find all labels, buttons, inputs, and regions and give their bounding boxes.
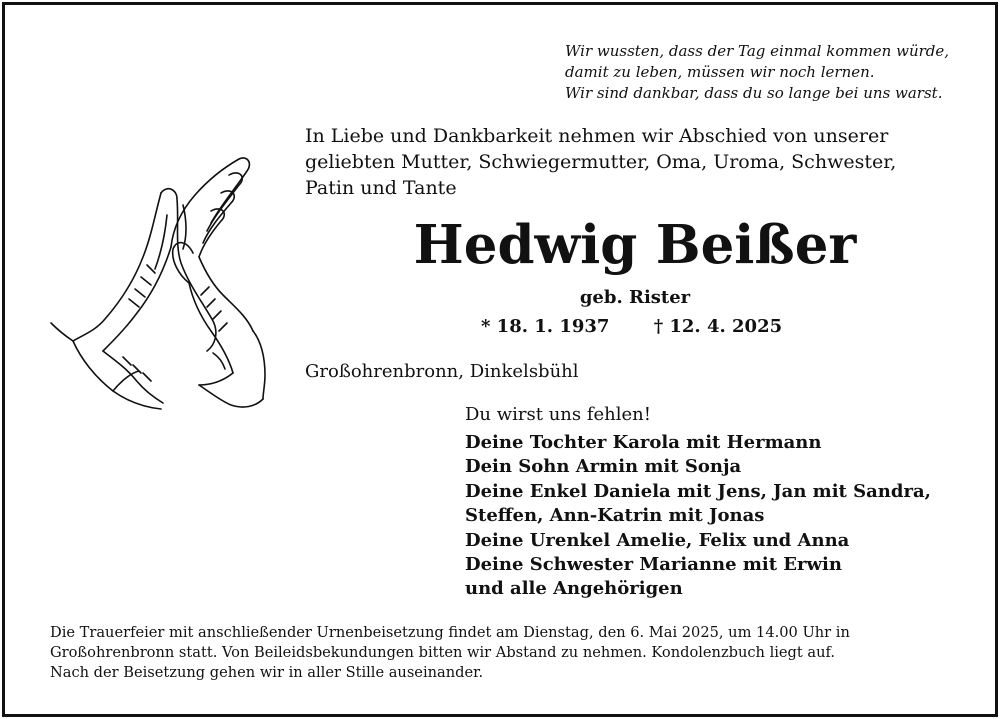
death-date: † 12. 4. 2025 xyxy=(653,316,783,337)
footer-line: Die Trauerfeier mit anschließender Urnenbeisetzung findet am Dienstag, den 6. Mai 2025, um 14.00 Uhr in xyxy=(50,624,850,641)
mourner-line: Deine Urenkel Amelie, Felix und Anna xyxy=(465,529,850,551)
quote-line: Wir sind dankbar, dass du so lange bei uns warst. xyxy=(565,84,943,102)
birth-date: * 18. 1. 1937 xyxy=(481,316,610,337)
maiden-name: geb. Rister xyxy=(579,287,691,308)
mourner-line: Deine Tochter Karola mit Hermann xyxy=(465,432,822,453)
obituary-notice xyxy=(2,2,998,717)
mourner-line: Steffen, Ann-Katrin mit Jonas xyxy=(465,505,765,527)
intro-line: Patin und Tante xyxy=(305,177,457,199)
mourners-list xyxy=(465,431,985,602)
deceased-name: Hedwig Beißer xyxy=(413,214,857,276)
intro-line: geliebten Mutter, Schwiegermutter, Oma, Uroma, Schwester, xyxy=(305,151,897,173)
footer-line: Großohrenbronn statt. Von Beileidsbekundungen bitten wir Abstand zu nehmen. Kondolenzbuch liegt auf. xyxy=(50,644,836,661)
intro-text xyxy=(305,123,965,201)
mourner-line: und alle Angehörigen xyxy=(465,578,683,600)
praying-hands-icon xyxy=(43,145,273,415)
quote-line: Wir wussten, dass der Tag einmal kommen würde, xyxy=(565,42,950,60)
mourners-intro: Du wirst uns fehlen! xyxy=(465,404,651,425)
mourner-line: Dein Sohn Armin mit Sonja xyxy=(465,456,742,478)
life-dates xyxy=(481,313,881,341)
intro-line: In Liebe und Dankbarkeit nehmen wir Abschied von unserer xyxy=(305,125,889,147)
footer-line: Nach der Beisetzung gehen wir in aller Stille auseinander. xyxy=(50,664,484,681)
quote-line: damit zu leben, müssen wir noch lernen. xyxy=(565,63,875,81)
mourner-line: Deine Enkel Daniela mit Jens, Jan mit Sandra, xyxy=(465,480,931,502)
mourner-line: Deine Schwester Marianne mit Erwin xyxy=(465,554,842,576)
quote xyxy=(565,41,985,104)
place: Großohrenbronn, Dinkelsbühl xyxy=(305,361,579,382)
funeral-info xyxy=(50,623,980,683)
